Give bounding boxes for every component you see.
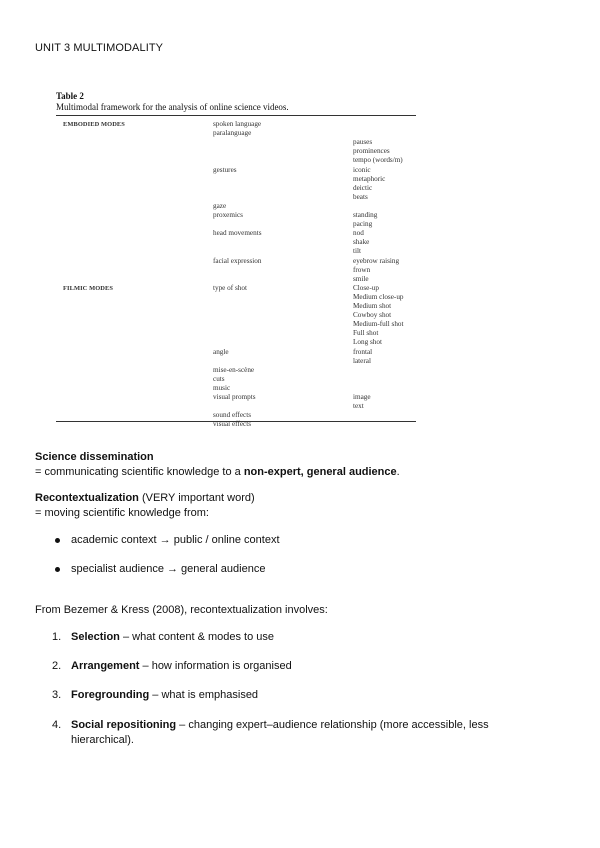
list-item-arrangement — [71, 659, 292, 673]
science-dissemination-heading: Science dissemination — [35, 451, 154, 463]
table-resource-cell: gestures — [213, 165, 237, 174]
document-title: UNIT 3 MULTIMODALITY — [35, 42, 164, 54]
science-dissemination-definition — [35, 465, 400, 479]
list-item-term: Social repositioning — [71, 719, 177, 731]
table-feature-cell: prominences — [353, 147, 390, 156]
table-feature-cell: smile — [353, 274, 369, 283]
list-number: 2. — [52, 660, 62, 672]
table-resource-cell: angle — [213, 347, 229, 356]
table-resource-cell: sound effects — [213, 411, 251, 420]
table-row — [56, 202, 416, 211]
table-row — [56, 420, 416, 429]
table-feature-cell: Close-up — [353, 283, 379, 292]
table-caption: Multimodal framework for the analysis of online science videos. — [56, 102, 289, 112]
table-row — [56, 166, 416, 175]
table-row — [56, 366, 416, 375]
table-feature-cell: pacing — [353, 220, 373, 229]
table-resource-cell: mise-en-scène — [213, 365, 255, 374]
table-feature-cell: beats — [353, 192, 368, 201]
bullet-icon — [55, 538, 60, 543]
table-resource-cell: gaze — [213, 201, 227, 210]
table-resource-cell: facial expression — [213, 256, 262, 265]
table-feature-cell: metaphoric — [353, 174, 386, 183]
list-item-social-repositioning — [71, 718, 489, 732]
table-feature-cell: nod — [353, 229, 364, 238]
table-feature-cell: Full shot — [353, 329, 379, 338]
definition-emphasis: non-expert, general audience — [243, 466, 397, 478]
bezemer-kress-intro: From Bezemer & Kress (2008), recontextualization involves: — [35, 604, 328, 616]
definition-end: . — [396, 466, 400, 478]
table-row — [56, 311, 416, 320]
recontextualization-definition: = moving scientific knowledge from: — [35, 507, 209, 519]
recontextualization-heading-line — [35, 491, 255, 505]
table-feature-cell: Medium-full shot — [353, 320, 404, 329]
multimodal-framework-table — [56, 91, 416, 429]
table-row — [56, 284, 416, 293]
table-row — [56, 229, 416, 238]
table-resource-cell: spoken language — [213, 120, 262, 128]
table-row — [56, 220, 416, 229]
list-number: 1. — [52, 631, 62, 643]
table-mode-cell: FILMIC MODES — [63, 284, 114, 292]
recontextualization-note: (VERY important word) — [138, 492, 255, 504]
table-row — [56, 348, 416, 357]
table-body — [56, 116, 416, 429]
table-row — [56, 357, 416, 366]
bullet-icon — [55, 567, 60, 572]
table-feature-cell: Medium close-up — [353, 292, 404, 301]
table-resource-cell: cuts — [213, 374, 225, 383]
table-resource-cell: visual effects — [213, 420, 251, 429]
table-row — [56, 129, 416, 138]
definition-text: = communicating scientific knowledge to a — [35, 466, 244, 478]
table-mode-cell: EMBODIED MODES — [63, 121, 125, 128]
table-feature-cell: eyebrow raising — [353, 256, 400, 265]
table-row — [56, 247, 416, 256]
list-item-description: – what is emphasised — [149, 689, 259, 701]
list-number: 4. — [52, 719, 62, 731]
table-row — [56, 320, 416, 329]
list-item-description: – changing expert–audience relationship (more accessible, less — [176, 719, 489, 731]
table-resource-cell: head movements — [213, 229, 262, 238]
table-feature-cell: tilt — [353, 247, 361, 256]
table-resource-cell: visual prompts — [213, 393, 256, 401]
table-row — [56, 266, 416, 275]
table-feature-cell: Cowboy shot — [353, 311, 392, 320]
list-item-term: Selection — [71, 631, 120, 643]
table-feature-cell: tempo (words/m) — [353, 156, 403, 165]
table-row — [56, 138, 416, 147]
table-feature-cell: text — [353, 402, 364, 411]
table-resource-cell: music — [213, 383, 231, 392]
table-feature-cell: deictic — [353, 183, 373, 192]
recontextualization-heading: Recontextualization — [35, 492, 139, 504]
list-item-term: Arrangement — [71, 660, 140, 672]
table-label: Table 2 — [56, 91, 84, 101]
table-feature-cell: pauses — [353, 138, 373, 147]
list-item-description: – what content & modes to use — [119, 631, 274, 643]
table-row — [56, 375, 416, 384]
table-row — [56, 402, 416, 411]
list-item-selection — [71, 630, 274, 644]
table-row — [56, 411, 416, 420]
table-row — [56, 384, 416, 393]
list-item-foregrounding — [71, 688, 258, 702]
table-row — [56, 393, 416, 402]
table-row — [56, 193, 416, 202]
table-row — [56, 293, 416, 302]
table-row — [56, 175, 416, 184]
table-resource-cell: type of shot — [213, 283, 247, 292]
table-row — [56, 302, 416, 311]
table-resource-cell: proxemics — [213, 211, 243, 219]
table-row — [56, 147, 416, 156]
table-row — [56, 238, 416, 247]
table-row — [56, 184, 416, 193]
list-item-description: – how information is organised — [139, 660, 292, 672]
table-resource-cell: paralanguage — [213, 129, 252, 138]
table-feature-cell: image — [353, 393, 371, 401]
bullet-item: specialist audience → general audience — [71, 563, 266, 575]
table-row — [56, 211, 416, 220]
table-row — [56, 329, 416, 338]
table-row — [56, 120, 416, 129]
list-item-term: Foregrounding — [71, 689, 150, 701]
table-feature-cell: Long shot — [353, 338, 382, 347]
list-item-continuation: hierarchical). — [71, 734, 134, 746]
table-feature-cell: standing — [353, 211, 378, 219]
table-row — [56, 156, 416, 165]
table-feature-cell: lateral — [353, 356, 371, 365]
table-row — [56, 257, 416, 266]
table-row — [56, 338, 416, 347]
list-number: 3. — [52, 689, 62, 701]
table-feature-cell: shake — [353, 238, 370, 247]
table-feature-cell: frontal — [353, 347, 373, 356]
table-feature-cell: Medium shot — [353, 302, 392, 310]
table-feature-cell: frown — [353, 265, 371, 274]
table-row — [56, 275, 416, 284]
table-feature-cell: iconic — [353, 165, 371, 174]
bullet-item: academic context → public / online context — [71, 534, 280, 546]
